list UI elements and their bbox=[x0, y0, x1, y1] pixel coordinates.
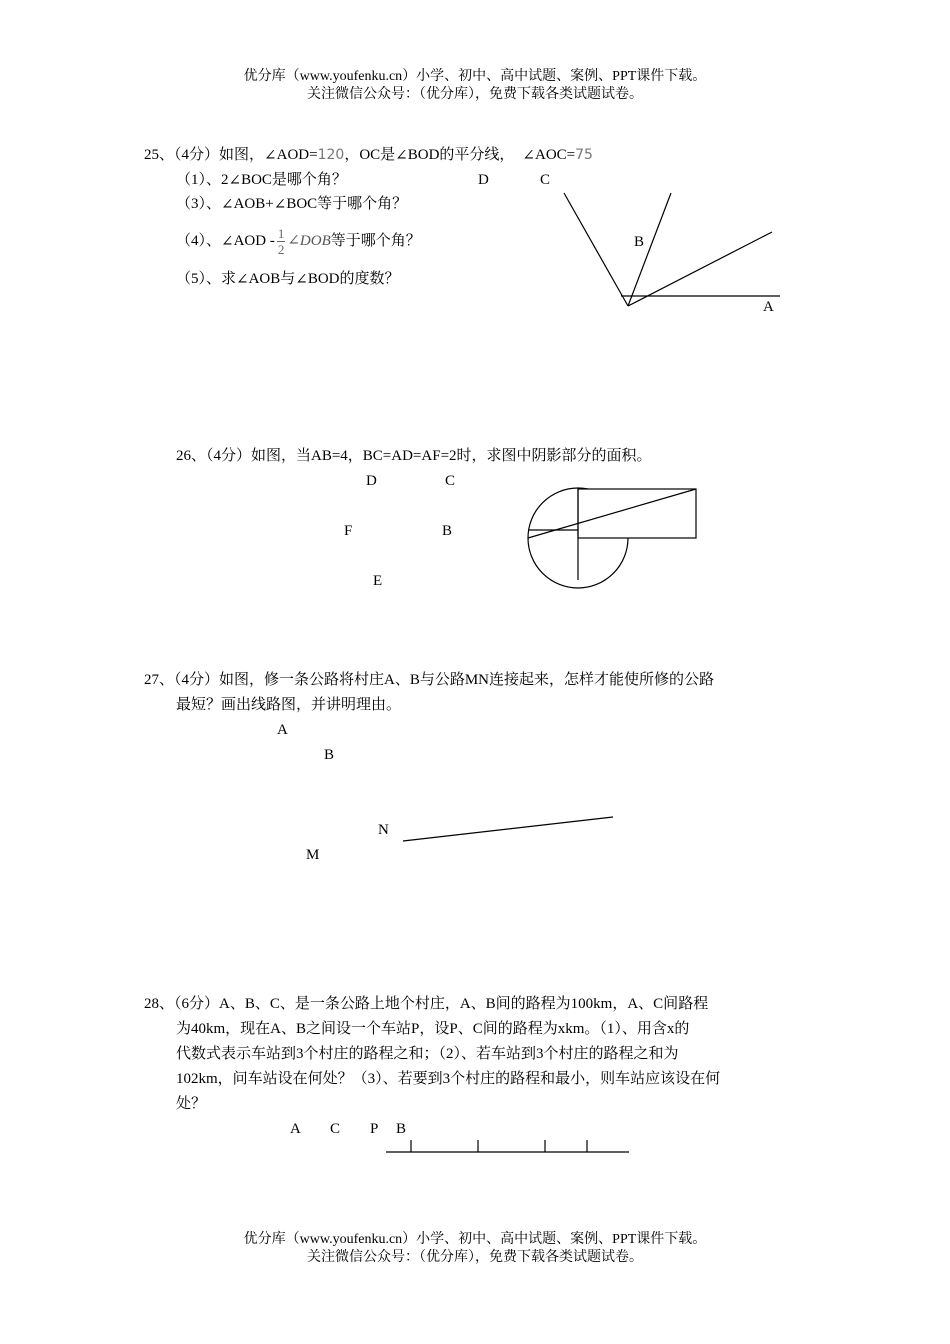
q25-sub-4-text-b: 等于哪个角？ bbox=[330, 233, 421, 249]
header-line-2: 关注微信公众号：（优分库），免费下载各类试题试卷。 bbox=[307, 87, 643, 102]
q28-label-c: C bbox=[330, 1121, 341, 1137]
q27-label-a: A bbox=[277, 722, 288, 738]
q28-line-2: 为40km，现在A、B之间设一个车站P，设P、C间的路程为xkm。（1）、用含x的 bbox=[176, 1021, 690, 1037]
q28-label-p: P bbox=[370, 1121, 379, 1137]
fraction-numerator: 1 bbox=[277, 226, 285, 242]
q25-sub-3-text-b: BOC等于哪个角？ bbox=[286, 196, 408, 212]
q25-aod: AOD= bbox=[276, 147, 318, 163]
q25-label-a: A bbox=[763, 299, 774, 315]
q27-label-b: B bbox=[324, 747, 335, 763]
q25-sub-1-text: BOC是哪个角？ bbox=[241, 172, 347, 188]
footer-line-1: 优分库（www.youfenku.cn）小学、初中、高中试题、案例、PPT课件下载。 bbox=[243, 1232, 707, 1247]
q27-label-n: N bbox=[378, 822, 389, 838]
q25-sub-5-text-b: BOD的度数？ bbox=[307, 271, 400, 287]
q26-label-e: E bbox=[373, 573, 383, 589]
q28-label-b: B bbox=[396, 1121, 407, 1137]
q26-label-d: D bbox=[366, 473, 377, 489]
q25-label-d: D bbox=[478, 172, 489, 188]
q25-number: 25、 bbox=[144, 147, 175, 163]
q27-label-m: M bbox=[306, 847, 320, 863]
q25-aod-value: 120 bbox=[317, 147, 345, 163]
angle-icon: ∠ bbox=[273, 197, 287, 213]
q26-label-f: F bbox=[344, 523, 353, 539]
q26-label-b: B bbox=[442, 523, 453, 539]
q25-aoc: AOC= bbox=[534, 147, 576, 163]
angle-icon: ∠ bbox=[228, 173, 242, 189]
q27-line-2: 最短？画出线路图，并讲明理由。 bbox=[176, 697, 402, 713]
q28-line-4: 102km，问车站设在何处？（3）、若要到3个村庄的路程和最小，则车站应该设在何 bbox=[176, 1071, 721, 1087]
q25-sub-3-text-a: AOB+ bbox=[233, 196, 274, 212]
angle-icon: ∠ bbox=[522, 148, 535, 164]
q28-line-5: 处？ bbox=[176, 1096, 207, 1112]
angle-icon: ∠ bbox=[236, 272, 249, 288]
q25-aoc-value: 75 bbox=[575, 147, 593, 163]
q26-text: 26、（4分）如图，当AB=4，BC=AD=AF=2时，求图中阴影部分的面积。 bbox=[176, 448, 652, 464]
q28-line-1: 28、（6分）A、B、C、是一条公路上地个村庄，A、B间的路程为100km，A、C间路程 bbox=[144, 996, 709, 1012]
footer-line-2: 关注微信公众号：（优分库），免费下载各类试题试卷。 bbox=[307, 1250, 643, 1265]
q28-line-3: 代数式表示车站到3个村庄的路程之和；（2）、若车站到3个村庄的路程之和为 bbox=[176, 1046, 679, 1062]
q27-line-1: 27、（4分）如图，修一条公路将村庄A、B与公路MN连接起来，怎样才能使所修的公路 bbox=[144, 672, 715, 688]
fraction-denominator: 2 bbox=[277, 242, 285, 258]
q25-sub-3-prefix: （3）、 bbox=[176, 196, 222, 212]
q28-label-a: A bbox=[290, 1121, 301, 1137]
q25-label-b: B bbox=[634, 234, 645, 250]
q26-label-c: C bbox=[445, 473, 456, 489]
q25-dob-formula: ∠DOB bbox=[287, 233, 331, 249]
q25-sub-5-prefix: （5）、求 bbox=[176, 271, 237, 287]
q25-label-c: C bbox=[540, 172, 551, 188]
q25-sub-4-text-a: AOD - bbox=[233, 233, 275, 249]
angle-icon: ∠ bbox=[264, 148, 277, 164]
angle-icon: ∠ bbox=[395, 148, 408, 164]
q25-sub-4-prefix: （4）、 bbox=[176, 233, 222, 249]
q25-bod: BOD的平分线， bbox=[407, 147, 515, 163]
header-line-1: 优分库（www.youfenku.cn）小学、初中、高中试题、案例、PPT课件下载。 bbox=[243, 69, 707, 84]
q25-sub-1-prefix: （1）、2 bbox=[176, 172, 229, 188]
angle-icon: ∠ bbox=[221, 234, 234, 250]
angle-icon: ∠ bbox=[221, 197, 234, 213]
q25-sub-5-text-a: AOB与 bbox=[248, 271, 296, 287]
q25-mid: ，OC是 bbox=[344, 147, 396, 163]
angle-icon: ∠ bbox=[295, 272, 308, 288]
q25-score: （4分）如图， bbox=[174, 147, 265, 163]
